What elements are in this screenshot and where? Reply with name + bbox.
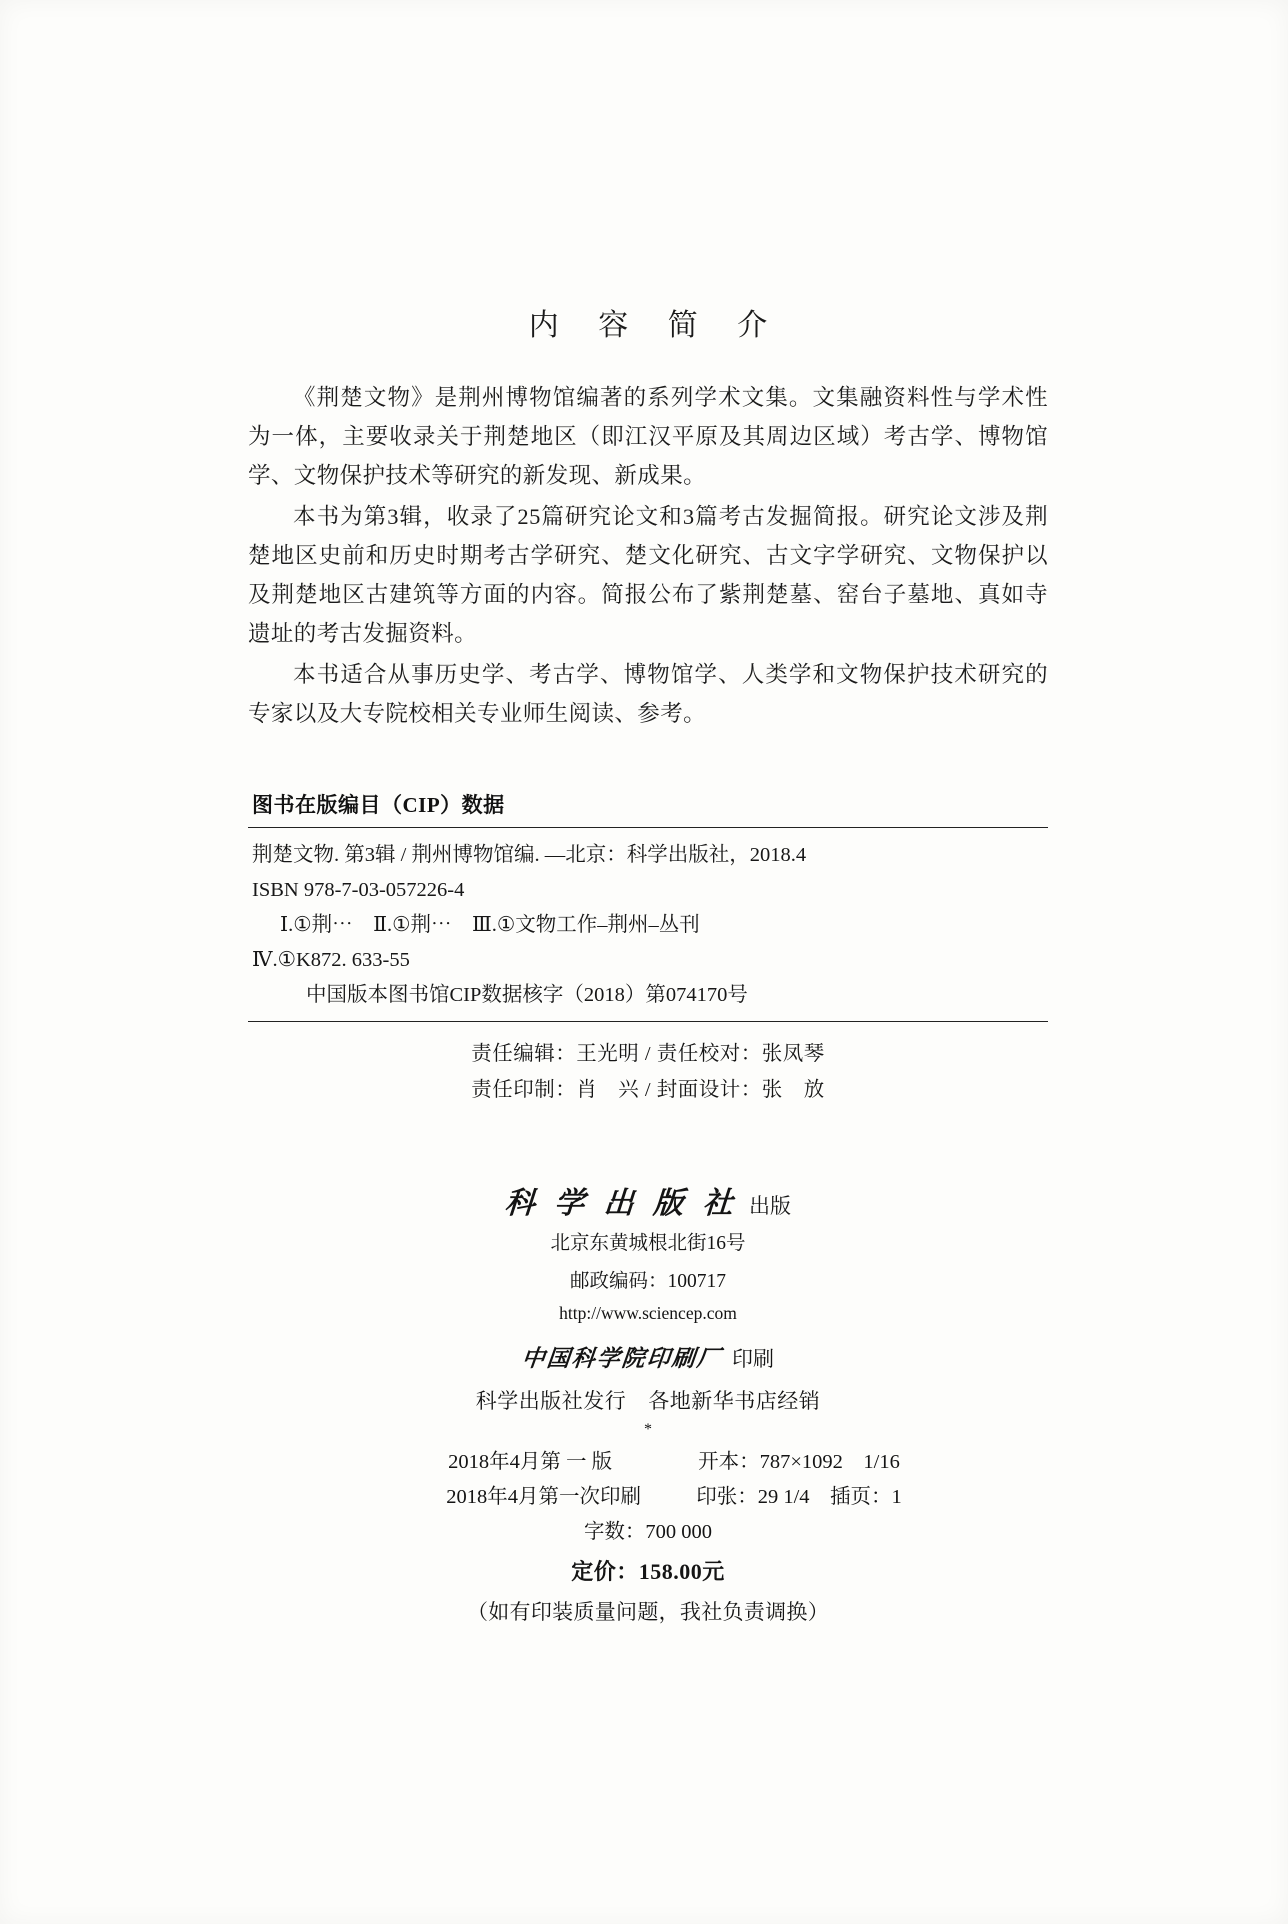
distribution-stores: 各地新华书店经销 (648, 1389, 821, 1413)
publisher-logo-text: 科 学 出 版 社 (503, 1187, 740, 1220)
page-content (248, 0, 1048, 1630)
imprint-row-1 (248, 1445, 1048, 1480)
imprint-price: 定价：158.00元 (571, 1559, 725, 1584)
brief-paragraph-3: 本书适合从事历史学、考古学、博物馆学、人类学和文物保护技术研究的专家以及大专院校相关专业师生阅读、参考。 (248, 662, 1048, 726)
imprint-row-2 (248, 1480, 1048, 1515)
cip-block (248, 789, 1048, 1022)
publisher-address: 北京东黄城根北街16号 (550, 1233, 746, 1254)
separator-star: * (644, 1421, 652, 1438)
publisher-block (248, 1178, 1048, 1439)
printer-suffix: 印刷 (732, 1347, 774, 1371)
brief-description (248, 378, 1048, 733)
staff-row-production: 责任印制：肖 兴 / 封面设计：张 放 (471, 1079, 825, 1101)
cip-line-title: 荆楚文物. 第3辑 / 荆州博物馆编. —北京：科学出版社，2018.4 (252, 844, 807, 866)
distribution-publisher: 科学出版社发行 (475, 1389, 627, 1413)
imprint-edition: 2018年4月第 一 版 (448, 1451, 613, 1473)
imprint-details (248, 1445, 1048, 1630)
cip-heading: 图书在版编目（CIP）数据 (252, 793, 505, 817)
publisher-postcode: 邮政编码：100717 (569, 1271, 726, 1292)
publisher-name-line (248, 1178, 1048, 1222)
publisher-website[interactable]: http://www.sciencep.com (559, 1303, 737, 1323)
printer-brand: 中国科学院印刷厂 (520, 1346, 724, 1371)
page-title: 内 容 简 介 (528, 309, 784, 342)
cip-line-registry: 中国版本图书馆CIP数据核字（2018）第074170号 (306, 984, 748, 1006)
printer-line (248, 1340, 1048, 1373)
cip-lines (248, 828, 1048, 1021)
publisher-suffix: 出版 (749, 1194, 791, 1218)
brief-paragraph-2: 本书为第3辑，收录了25篇研究论文和3篇考古发掘简报。研究论文涉及荆楚地区史前和历史时期考古学研究、楚文化研究、古文字学研究、文物保护以及荆楚地区古建筑等方面的内容。简报公布了紫荆楚墓、窑台子墓地、真如寺遗址的考古发掘资料。 (248, 504, 1048, 646)
imprint-note: （如有印装质量问题，我社负责调换） (466, 1600, 830, 1624)
imprint-sheets: 印张：29 1/4 插页：1 (696, 1486, 902, 1508)
staff-credits (248, 1022, 1048, 1108)
cip-line-isbn: ISBN 978-7-03-057226-4 (252, 879, 465, 901)
brief-paragraph-1: 《荆楚文物》是荆州博物馆编著的系列学术文集。文集融资料性与学术性为一体，主要收录关于荆楚地区（即江汉平原及其周边区域）考古学、博物馆学、文物保护技术等研究的新发现、新成果。 (248, 385, 1048, 488)
staff-row-editor: 责任编辑：王光明 / 责任校对：张凤琴 (471, 1043, 825, 1065)
cip-line-call-number: Ⅳ.①K872. 633-55 (252, 949, 410, 971)
distribution-line (248, 1385, 1048, 1415)
imprint-wordcount: 字数：700 000 (583, 1521, 713, 1543)
cip-line-classification: Ⅰ.①荆⋯ Ⅱ.①荆⋯ Ⅲ.①文物工作–荆州–丛刊 (280, 914, 700, 936)
imprint-printing: 2018年4月第一次印刷 (446, 1486, 641, 1508)
imprint-format: 开本：787×1092 1/16 (698, 1451, 900, 1473)
